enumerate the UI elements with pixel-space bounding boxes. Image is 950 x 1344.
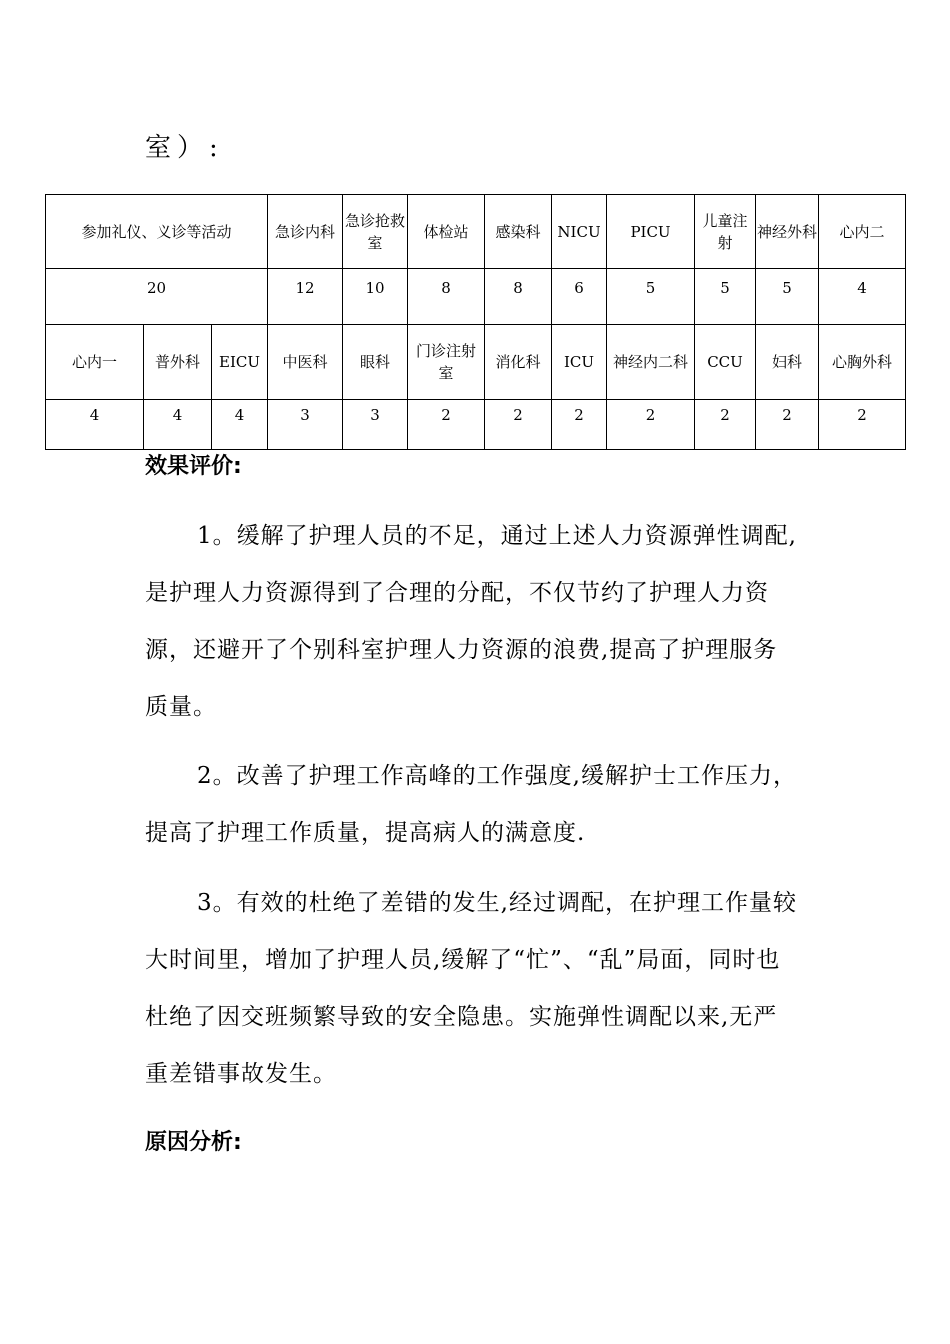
table-cell: 2 xyxy=(485,400,552,450)
table-cell: ICU xyxy=(552,325,607,400)
table-cell: 2 xyxy=(756,400,819,450)
table-cell: PICU xyxy=(607,195,695,269)
table-cell: CCU xyxy=(695,325,756,400)
table-cell: 急诊内科 xyxy=(268,195,343,269)
table-row xyxy=(46,195,906,269)
table-cell: 4 xyxy=(212,400,268,450)
table-cell: 消化科 xyxy=(485,325,552,400)
table-row xyxy=(46,400,906,450)
table-cell: 3 xyxy=(268,400,343,450)
table-cell: 眼科 xyxy=(343,325,408,400)
table-cell: 4 xyxy=(46,400,144,450)
table-cell: 急诊抢救室 xyxy=(343,195,408,269)
paragraph-2: 2。改善了护理工作高峰的工作强度,缓解护士工作压力，提高了护理工作质量，提高病人的满意度. xyxy=(145,763,797,846)
section-heading-cause: 原因分析: xyxy=(145,1130,242,1155)
table-cell: 4 xyxy=(144,400,212,450)
table-cell: 2 xyxy=(695,400,756,450)
table-cell: 2 xyxy=(408,400,485,450)
table-cell: 4 xyxy=(819,269,906,325)
text-fragment: 室）: xyxy=(145,133,224,163)
table-cell: 2 xyxy=(607,400,695,450)
table-cell: NICU xyxy=(552,195,607,269)
table-cell: 5 xyxy=(756,269,819,325)
table-cell: 神经内二科 xyxy=(607,325,695,400)
table-cell: 门诊注射室 xyxy=(408,325,485,400)
table-cell: 儿童注射 xyxy=(695,195,756,269)
table-cell: 体检站 xyxy=(408,195,485,269)
table-cell: EICU xyxy=(212,325,268,400)
table-cell: 12 xyxy=(268,269,343,325)
table-cell: 5 xyxy=(695,269,756,325)
table-cell: 心内一 xyxy=(46,325,144,400)
table-cell: 心胸外科 xyxy=(819,325,906,400)
table-row xyxy=(46,325,906,400)
table-cell: 8 xyxy=(408,269,485,325)
table-cell: 参加礼仪、义诊等活动 xyxy=(46,195,268,269)
table-cell: 10 xyxy=(343,269,408,325)
table-cell: 妇科 xyxy=(756,325,819,400)
table-cell: 2 xyxy=(819,400,906,450)
paragraph-3: 3。有效的杜绝了差错的发生,经过调配，在护理工作量较大时间里，增加了护理人员,缓解了“忙”、“乱”局面，同时也杜绝了因交班频繁导致的安全隐患。实施弹性调配以来,无严重差错事故发生。 xyxy=(145,890,797,1087)
table-cell: 5 xyxy=(607,269,695,325)
table-cell: 2 xyxy=(552,400,607,450)
table-cell: 普外科 xyxy=(144,325,212,400)
department-table xyxy=(45,194,906,450)
table-cell: 心内二 xyxy=(819,195,906,269)
table-cell: 中医科 xyxy=(268,325,343,400)
table-cell: 20 xyxy=(46,269,268,325)
paragraph-1: 1。缓解了护理人员的不足，通过上述人力资源弹性调配,是护理人力资源得到了合理的分配，不仅节约了护理人力资源，还避开了个别科室护理人力资源的浪费,提高了护理服务质量。 xyxy=(145,523,797,720)
table-row xyxy=(46,269,906,325)
table-cell: 感染科 xyxy=(485,195,552,269)
section-heading-effect: 效果评价: xyxy=(145,454,242,479)
table-cell: 6 xyxy=(552,269,607,325)
table-cell: 8 xyxy=(485,269,552,325)
table-cell: 神经外科 xyxy=(756,195,819,269)
table-cell: 3 xyxy=(343,400,408,450)
